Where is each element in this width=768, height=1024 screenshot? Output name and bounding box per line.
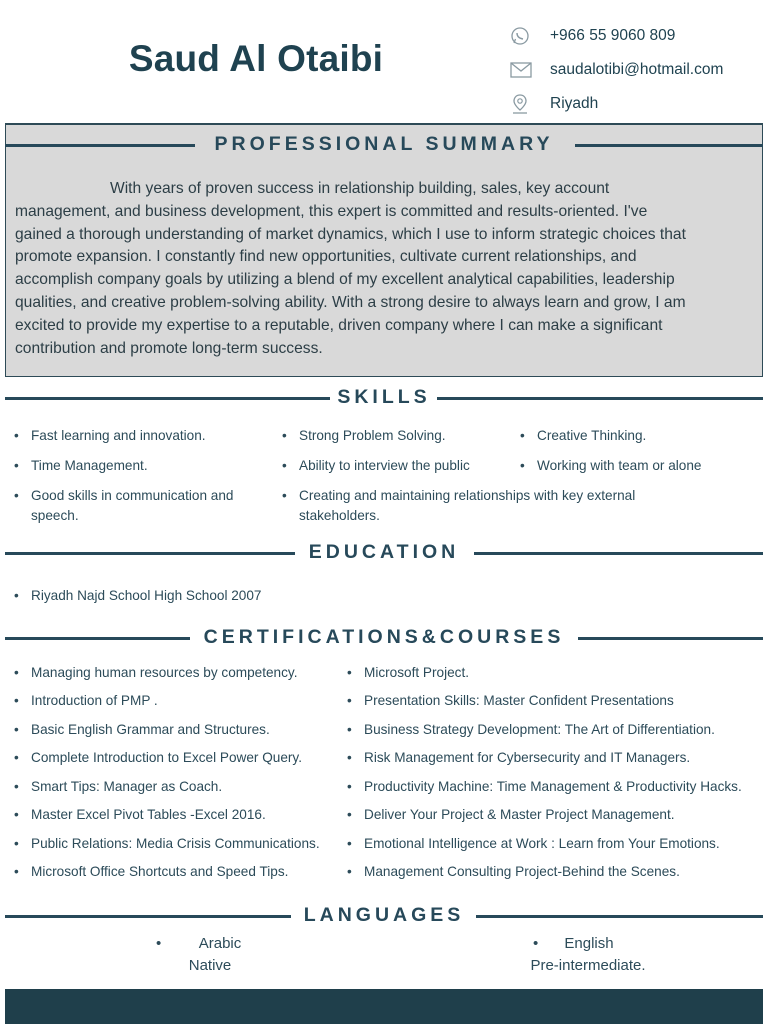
skill-item: • Working with team or alone xyxy=(520,456,760,476)
course-item: • Master Excel Pivot Tables -Excel 2016. xyxy=(14,805,339,825)
course-item: • Managing human resources by competency. xyxy=(14,663,339,683)
section-title: PROFESSIONAL SUMMARY xyxy=(214,133,554,155)
skill-item: • Fast learning and innovation. xyxy=(14,426,264,446)
summary-line: With years of proven success in relationship building, sales, key account xyxy=(110,180,610,197)
course-item: • Microsoft Office Shortcuts and Speed Tips. xyxy=(14,862,339,882)
course-item: • Deliver Your Project & Master Project Management. xyxy=(347,805,765,825)
languages-heading xyxy=(5,904,763,928)
contact-phone xyxy=(506,19,768,53)
whatsapp-icon xyxy=(506,26,550,46)
certifications-heading xyxy=(5,626,763,650)
skill-item: • Strong Problem Solving. xyxy=(282,426,512,446)
section-title: LANGUAGES xyxy=(303,904,465,926)
contact-email xyxy=(506,53,768,87)
location-pin-icon xyxy=(506,93,550,115)
section-title: CERTIFICATIONS&COURSES xyxy=(203,626,565,648)
course-item: • Risk Management for Cybersecurity and IT Managers. xyxy=(347,748,765,768)
summary-line: management, and business development, this expert is committed and results-oriented. I've xyxy=(15,202,648,220)
course-item: • Smart Tips: Manager as Coach. xyxy=(14,777,339,797)
contact-info xyxy=(506,19,768,121)
bullet: • xyxy=(533,935,539,952)
language-name: Arabic xyxy=(198,935,242,952)
summary-line: promote expansion. I constantly find new opportunities, cultivate current relationships, and xyxy=(15,248,637,266)
email-link[interactable]: saudalotibi@hotmail.com xyxy=(550,61,724,78)
language-level: Pre-intermediate. xyxy=(530,957,646,974)
summary-paragraph xyxy=(15,178,753,360)
education-item: • Riyadh Najd School High School 2007 xyxy=(14,586,414,606)
course-item: • Presentation Skills: Master Confident Presentations xyxy=(347,691,765,711)
summary-line: accomplish company goals by utilizing a blend of my excellent analytical capabilities, leadership xyxy=(15,271,675,289)
course-item: • Complete Introduction to Excel Power Query. xyxy=(14,748,339,768)
language-arabic xyxy=(150,933,260,977)
summary-heading xyxy=(5,133,763,157)
section-title: EDUCATION xyxy=(308,541,460,563)
bullet: • xyxy=(156,935,162,952)
skill-item: • Ability to interview the public xyxy=(282,456,512,476)
candidate-name: Saud Al Otaibi xyxy=(128,38,384,79)
skill-item: • Creating and maintaining relationships with key external stakeholders. xyxy=(282,486,682,526)
phone-text[interactable]: +966 55 9060 809 xyxy=(550,27,676,44)
language-english xyxy=(518,933,658,977)
course-item: • Productivity Machine: Time Management & Productivity Hacks. xyxy=(347,777,765,797)
summary-line: gained a thorough understanding of market dynamics, which I use to inform strategic choices that xyxy=(15,225,686,243)
course-item: • Microsoft Project. xyxy=(347,663,765,683)
skills-heading xyxy=(5,386,763,410)
skill-item: • Good skills in communication and speech. xyxy=(14,486,264,526)
language-name-row xyxy=(518,933,658,955)
skill-item: • Time Management. xyxy=(14,456,264,476)
summary-line: contribution and promote long-term success. xyxy=(15,339,323,357)
summary-line: excited to provide my expertise to a reputable, driven company where I can make a significant xyxy=(15,316,663,334)
course-item: • Business Strategy Development: The Art of Differentiation. xyxy=(347,720,765,740)
skill-item: • Creative Thinking. xyxy=(520,426,760,446)
education-heading xyxy=(5,541,763,565)
footer-band xyxy=(5,989,763,1024)
course-item: • Public Relations: Media Crisis Communications. xyxy=(14,834,339,854)
course-item: • Introduction of PMP . xyxy=(14,691,339,711)
location-text: Riyadh xyxy=(550,95,599,112)
section-title: SKILLS xyxy=(337,386,431,408)
contact-location xyxy=(506,87,768,121)
language-level: Native xyxy=(188,957,232,974)
course-item: • Management Consulting Project-Behind the Scenes. xyxy=(347,862,765,882)
language-name: English xyxy=(564,935,614,952)
language-name-row xyxy=(150,933,260,955)
summary-line: qualities, and creative problem-solving ability. With a strong desire to always learn and grow, I am xyxy=(15,293,686,311)
mail-icon xyxy=(506,62,550,78)
course-item: • Basic English Grammar and Structures. xyxy=(14,720,339,740)
course-item: • Emotional Intelligence at Work : Learn from Your Emotions. xyxy=(347,834,765,854)
